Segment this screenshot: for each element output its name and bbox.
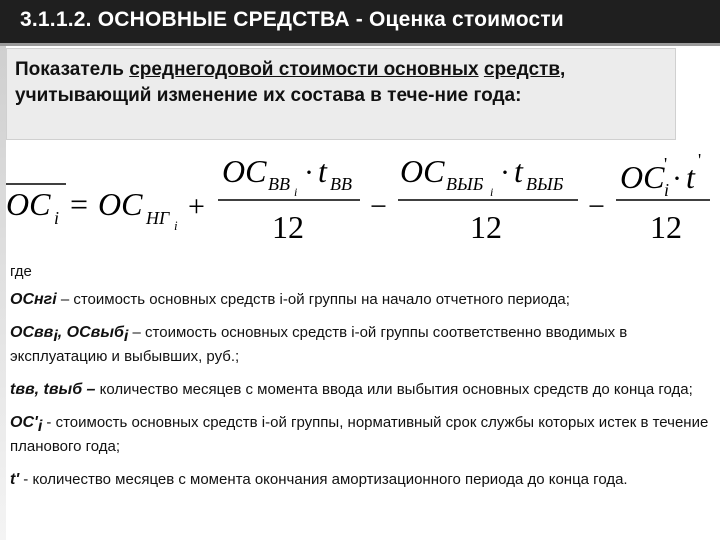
intro-box <box>6 48 676 140</box>
title-bar <box>0 0 720 46</box>
frac1-den: 12 <box>272 209 304 245</box>
definition-term-2-sub: i <box>123 328 129 345</box>
definition-term: t' <box>10 471 20 488</box>
frac1-t: t <box>318 153 327 189</box>
frac3-den: 12 <box>650 209 682 245</box>
frac1-dot: · <box>304 156 314 189</box>
frac2-t: t <box>514 153 523 189</box>
intro-text <box>15 57 670 109</box>
definition-item <box>10 413 710 457</box>
formula-lhs: OC <box>6 186 51 222</box>
definition-item <box>10 380 710 400</box>
frac3-t: t <box>686 159 695 195</box>
frac2-oc-subsub: i <box>490 185 494 199</box>
definition-item <box>10 290 710 310</box>
formula-minus-2: − <box>588 190 605 223</box>
slide-title: 3.1.1.2. ОСНОВНЫЕ СРЕДСТВА - Оценка стоимости <box>20 8 564 31</box>
formula-equals: = <box>70 186 89 222</box>
intro-rest: , учитывающий изменение их состава в тече-ние года: <box>15 59 566 106</box>
definition-text: - количество месяцев с момента окончания амортизационного периода до конца года. <box>19 471 628 488</box>
intro-underlined-1: среднегодовой стоимости основных <box>129 59 479 80</box>
definition-item <box>10 323 710 367</box>
frac2-oc: OC <box>400 153 445 189</box>
definition-text: количество месяцев с момента ввода или выбытия основных средств до конца года; <box>95 381 693 398</box>
definition-term-sub: i <box>53 328 58 345</box>
formula-term-ng-sub: НГ <box>146 208 170 228</box>
frac1-oc-subsub: i <box>294 185 298 199</box>
definition-term: tвв, tвыб – <box>10 381 96 398</box>
frac2-t-sub: ВЫБ <box>526 174 564 194</box>
frac3-oc-prime: ' <box>664 154 668 174</box>
frac3-oc: OC <box>620 159 665 195</box>
frac3-t-prime: ' <box>698 150 702 170</box>
formula-term-ng: OC <box>98 186 143 222</box>
frac3-oc-sub: i <box>664 180 670 200</box>
formula-plus: + <box>188 190 205 223</box>
formula <box>0 148 720 258</box>
intro-underlined-2: средств <box>483 59 561 80</box>
intro-prefix: Показатель <box>15 59 130 80</box>
definition-text: – стоимость основных средств i-ой группы на начало отчетного периода; <box>56 291 570 308</box>
frac3-dot: · <box>672 162 682 195</box>
definition-term: ОС' <box>10 414 38 431</box>
formula-lhs-sub: i <box>54 208 60 228</box>
definition-term-sub: i <box>37 418 43 435</box>
frac2-oc-sub: ВЫБ <box>446 174 484 194</box>
definitions-intro: где <box>10 263 32 280</box>
frac2-den: 12 <box>470 209 502 245</box>
definitions <box>10 262 710 503</box>
definition-item <box>10 470 710 490</box>
frac1-oc-sub: ВВ <box>268 174 290 194</box>
definition-term-2: , ОСвыб <box>57 324 124 341</box>
frac2-dot: · <box>500 156 510 189</box>
definition-text: - стоимость основных средств i-ой группы, нормативный срок службы которых истек в течение планового года; <box>10 414 709 455</box>
frac1-oc: OC <box>222 153 267 189</box>
definition-term: ОСнгi <box>10 291 57 308</box>
definition-term: ОСвв <box>10 324 54 341</box>
formula-minus-1: − <box>370 190 387 223</box>
definition-text: – стоимость основных средств i-ой группы соответственно вводимых в эксплуатацию и выбывших, руб.; <box>10 324 628 365</box>
formula-term-ng-subsub: i <box>174 218 178 233</box>
frac1-t-sub: ВВ <box>330 174 352 194</box>
